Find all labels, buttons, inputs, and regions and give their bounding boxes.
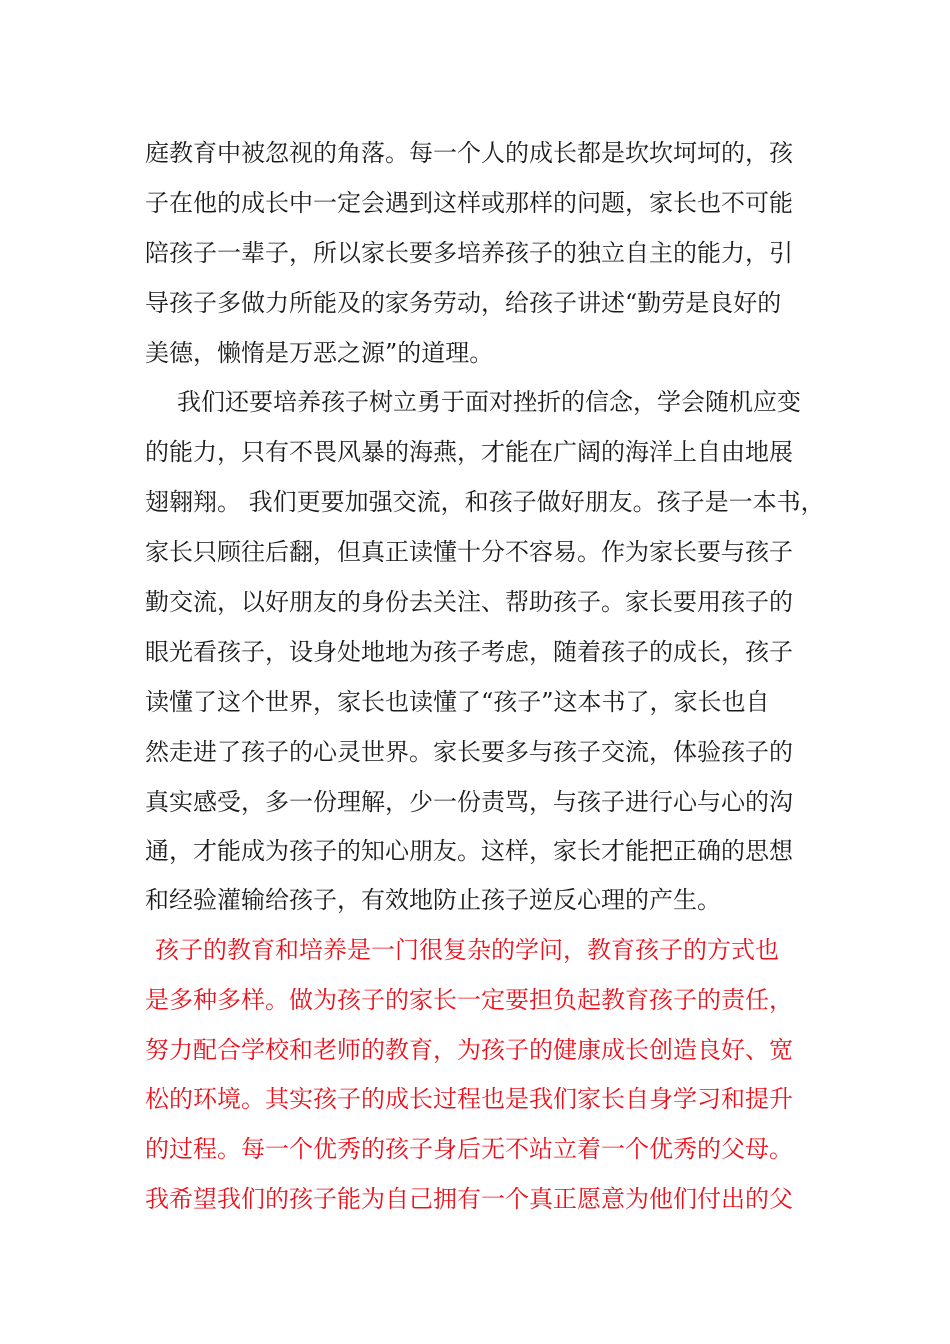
paragraph-line: 美德，懒惰是万恶之源”的道理。 (145, 339, 494, 367)
paragraph-line: 眼光看孩子，设身处地地为孩子考虑，随着孩子的成长，孩子 (145, 638, 793, 666)
paragraph-line: 我希望我们的孩子能为自己拥有一个真正愿意为他们付出的父 (145, 1185, 793, 1213)
paragraph-line: 然走进了孩子的心灵世界。家长要多与孩子交流，体验孩子的 (145, 738, 793, 766)
paragraph-line: 庭教育中被忽视的角落。每一个人的成长都是坎坎坷坷的，孩 (145, 139, 793, 167)
paragraph-line: 通，才能成为孩子的知心朋友。这样，家长才能把正确的思想 (145, 837, 793, 865)
paragraph-line: 是多种多样。做为孩子的家长一定要担负起教育孩子的责任， (145, 986, 793, 1014)
paragraph-line: 松的环境。其实孩子的成长过程也是我们家长自身学习和提升 (145, 1085, 793, 1113)
paragraph-line: 家长只顾往后翻，但真正读懂十分不容易。作为家长要与孩子 (145, 538, 793, 566)
paragraph-line: 我们还要培养孩子树立勇于面对挫折的信念，学会随机应变 (177, 388, 801, 416)
paragraph-line: 努力配合学校和老师的教育，为孩子的健康成长创造良好、宽 (145, 1036, 793, 1064)
paragraph-line: 翅翱翔。 我们更要加强交流，和孩子做好朋友。孩子是一本书， (145, 488, 825, 516)
paragraph-line: 导孩子多做力所能及的家务劳动，给孩子讲述“勤劳是良好的 (145, 289, 782, 317)
paragraph-line: 孩子的教育和培养是一门很复杂的学问，教育孩子的方式也 (155, 936, 779, 964)
paragraph-line: 的能力，只有不畏风暴的海燕，才能在广阔的海洋上自由地展 (145, 438, 793, 466)
paragraph-line: 的过程。每一个优秀的孩子身后无不站立着一个优秀的父母。 (145, 1135, 793, 1163)
paragraph-line: 真实感受，多一份理解，少一份责骂，与孩子进行心与心的沟 (145, 788, 793, 816)
paragraph-line: 子在他的成长中一定会遇到这样或那样的问题，家长也不可能 (145, 189, 793, 217)
paragraph-line: 读懂了这个世界，家长也读懂了“孩子”这本书了，家长也自 (145, 688, 770, 716)
paragraph-line: 勤交流，以好朋友的身份去关注、帮助孩子。家长要用孩子的 (145, 588, 793, 616)
paragraph-line: 和经验灌输给孩子，有效地防止孩子逆反心理的产生。 (145, 886, 721, 914)
paragraph-line: 陪孩子一辈子，所以家长要多培养孩子的独立自主的能力，引 (145, 239, 793, 267)
